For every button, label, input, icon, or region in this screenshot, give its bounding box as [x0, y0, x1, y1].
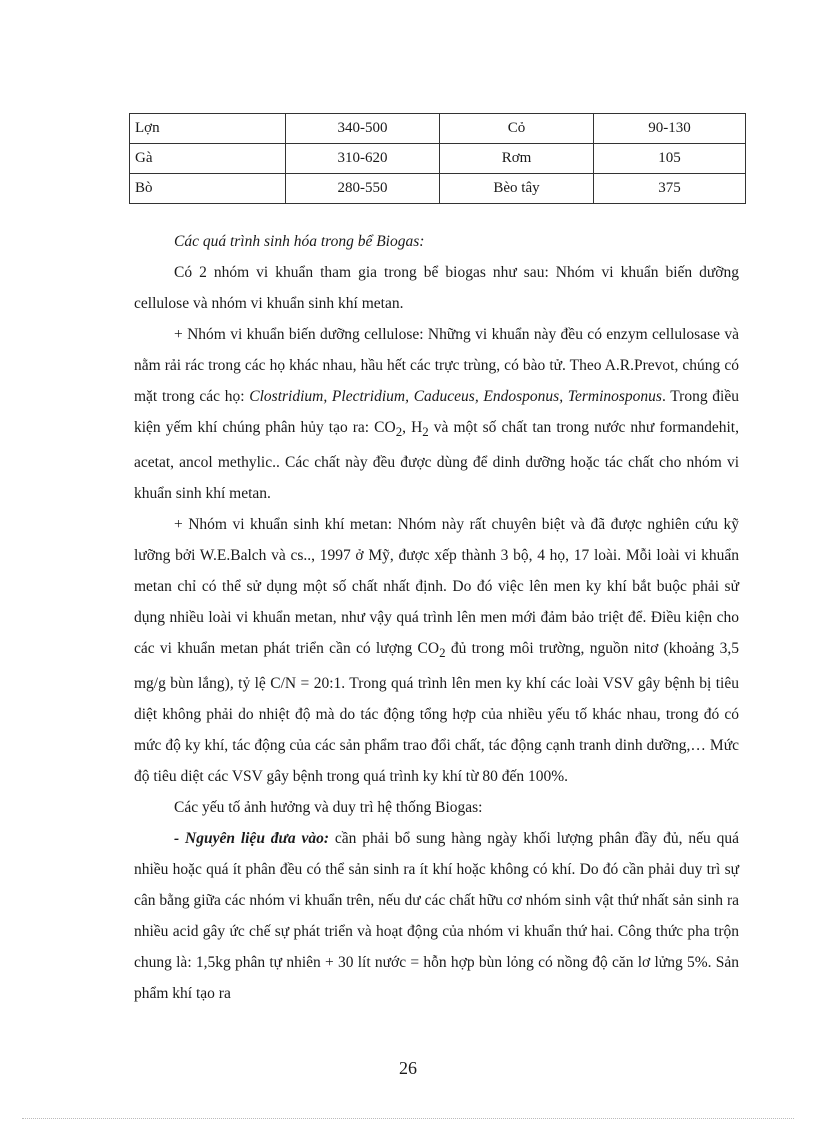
text-span: đủ trong môi trường, nguồn nitơ (khoảng 3,5 mg/g bùn lắng), tỷ lệ C/N = 20:1. Trong quá trình lên men ky khí các loài VSV gây bệnh bị tiêu diệt không phải do nhiệt độ mà do tác động tổng hợp của nhiều yếu tố khác nhau, trong đó có mức độ ky khí, tác động của các sản phẩm trao đổi chất, tác động cạnh tranh dinh dưỡng,… Mức độ tiêu diệt các VSV gây bệnh trong quá trình ky khí từ 80 đến 100%. — [134, 640, 739, 786]
table-cell: 310-620 — [286, 144, 440, 174]
text-span: , H — [402, 419, 423, 436]
table-cell: 375 — [594, 174, 746, 204]
table-cell: 280-550 — [286, 174, 440, 204]
section-heading: Các quá trình sinh hóa trong bể Biogas: — [174, 233, 425, 250]
table-cell: 90-130 — [594, 114, 746, 144]
footer-divider — [22, 1118, 794, 1119]
paragraph-cellulose-bacteria — [134, 319, 739, 509]
subscript: 2 — [395, 424, 403, 440]
text-span: và một số chất tan trong nước như formandehit, acetat, ancol methylic.. Các chất này đều được dùng để dinh dưỡng hoặc tác chất cho nhóm vi khuẩn sinh khí metan. — [134, 419, 739, 503]
paragraph-bacteria-groups: Có 2 nhóm vi khuẩn tham gia trong bể biogas như sau: Nhóm vi khuẩn biến dưỡng cellulose và nhóm vi khuẩn sinh khí metan. — [134, 264, 739, 312]
table-cell: Gà — [130, 144, 286, 174]
paragraph-methane-bacteria — [134, 509, 739, 792]
table-row — [130, 144, 746, 174]
table-cell: Lợn — [130, 114, 286, 144]
table-cell: Cỏ — [440, 114, 594, 144]
page-number: 26 — [399, 1058, 417, 1078]
subscript: 2 — [439, 645, 446, 661]
subscript: 2 — [422, 424, 429, 440]
body-text — [134, 226, 739, 1009]
yield-table — [129, 113, 746, 204]
text-span: + Nhóm vi khuẩn biến dưỡng cellulose: Những vi khuẩn này đều có enzym cellulosase và nằm rải rác trong các họ khác nhau, hầu hết các trực trùng, có bào tử. Theo A.R.Prevot, chúng có mặt trong các họ: — [134, 326, 739, 405]
paragraph-input-materials — [134, 823, 739, 1009]
text-span: . Trong điều kiện yếm khí chúng phân hủy tạo ra: CO — [134, 388, 739, 436]
table-cell: Bèo tây — [440, 174, 594, 204]
table-row — [130, 114, 746, 144]
input-materials-label: - Nguyên liệu đưa vào: — [174, 830, 329, 848]
text-span: cần phải bổ sung hàng ngày khối lượng phân đầy đủ, nếu quá nhiều hoặc quá ít phân đều có thể sản sinh ra ít khí hoặc không có khí. Do đó cần phải duy trì sự cân bằng giữa các nhóm vi khuẩn trên, nếu dư các chất hữu cơ nhóm sinh vật thứ nhất sản sinh ra nhiều acid gây ức chế sự phát triển và hoạt động của nhóm vi khuẩn thứ hai. Công thức pha trộn chung là: 1,5kg phân tự nhiên + 30 lít nước = hỗn hợp bùn lỏng có nồng độ căn lơ lửng 5%. Sản phẩm khí tạo ra — [134, 830, 739, 1003]
genera-list: Clostridium, Plectridium, Caduceus, Endosponus, Terminosponus — [249, 388, 662, 405]
table-cell: Rơm — [440, 144, 594, 174]
table-cell: 340-500 — [286, 114, 440, 144]
paragraph-factors-heading: Các yếu tố ảnh hưởng và duy trì hệ thống Biogas: — [174, 799, 483, 817]
table-cell: 105 — [594, 144, 746, 174]
table-row — [130, 174, 746, 204]
table-cell: Bò — [130, 174, 286, 204]
text-span: + Nhóm vi khuẩn sinh khí metan: Nhóm này rất chuyên biệt và đã được nghiên cứu kỹ lưỡng bởi W.E.Balch và cs.., 1997 ở Mỹ, được xếp thành 3 bộ, 4 họ, 17 loài. Mỗi loài vi khuẩn metan chỉ có thể sử dụng một số chất nhất định. Do đó việc lên men ky khí bắt buộc phải sử dụng nhiều loài vi khuẩn metan, như vậy quá trình lên men mới đảm bảo triệt để. Điều kiện cho các vi khuẩn metan phát triển cần có lượng CO — [134, 516, 739, 658]
